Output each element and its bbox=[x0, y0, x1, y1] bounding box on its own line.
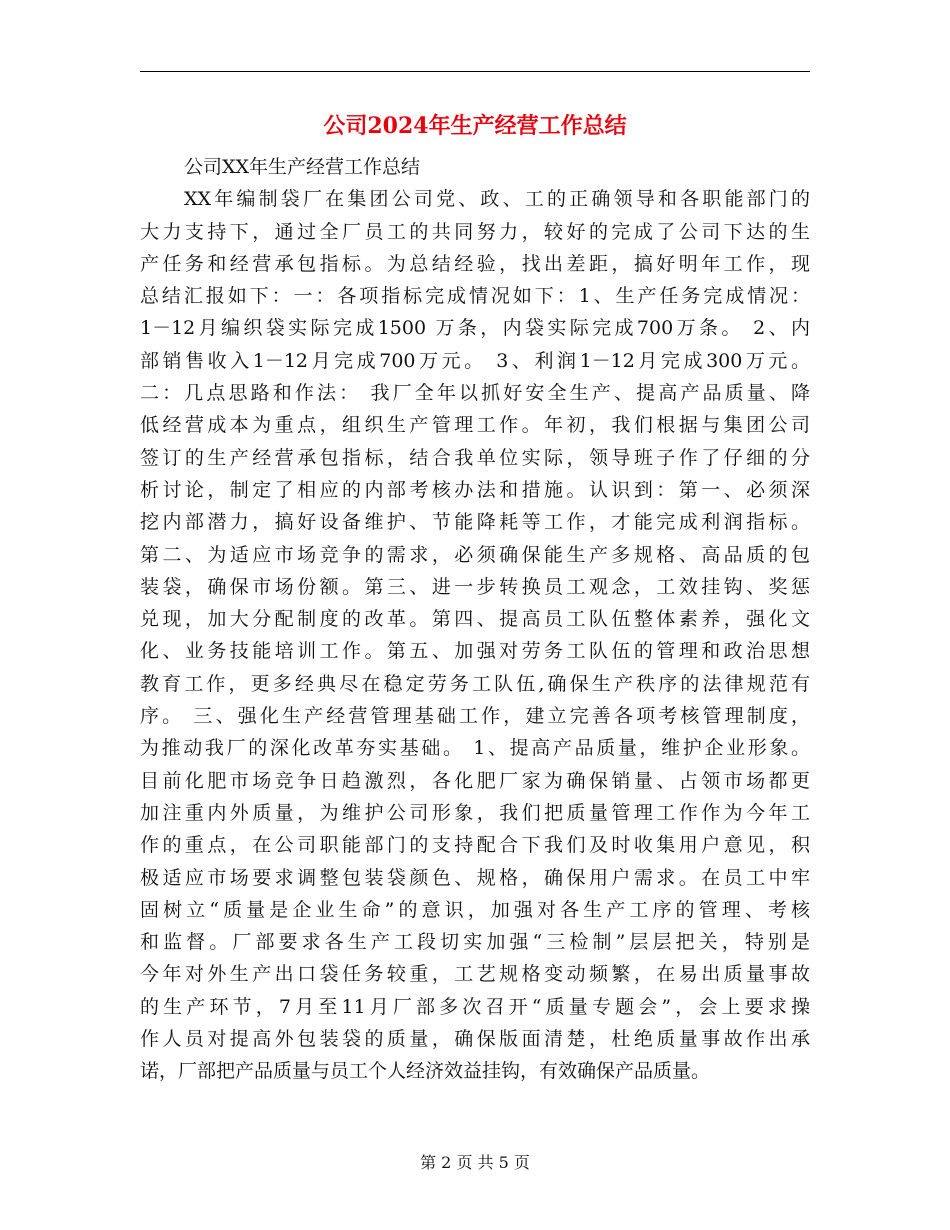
document-body bbox=[140, 151, 810, 1088]
paragraph-line: 今年对外生产出口袋任务较重，工艺规格变动频繁，在易出质量事故 bbox=[140, 963, 810, 986]
paragraph-line: 产任务和经营承包指标。为总结经验，找出差距，搞好明年工作，现 bbox=[140, 252, 810, 275]
paragraph-line: 低经营成本为重点，组织生产管理工作。年初，我们根据与集团公司 bbox=[140, 414, 810, 437]
paragraph-line: 作人员对提高外包装袋的质量，确保版面清楚，杜绝质量事故作出承 bbox=[140, 1028, 810, 1051]
paragraph-line: 序。 三、强化生产经营管理基础工作，建立完善各项考核管理制度， bbox=[140, 705, 810, 728]
paragraph-line: 极适应市场要求调整包装袋颜色、规格，确保用户需求。在员工中牢 bbox=[140, 866, 810, 889]
paragraph-line: 总结汇报如下：一：各项指标完成情况如下：1、生产任务完成情况： bbox=[140, 285, 810, 308]
paragraph-line: 固树立“质量是企业生命”的意识，加强对各生产工序的管理、考核 bbox=[140, 898, 810, 921]
paragraph-line: 教育工作，更多经典尽在稳定劳务工队伍,确保生产秩序的法律规范有 bbox=[140, 672, 810, 695]
paragraph-line: 目前化肥市场竞争日趋激烈，各化肥厂家为确保销量、占领市场都更 bbox=[140, 769, 810, 792]
paragraph-line: 和监督。厂部要求各生产工段切实加强“三检制”层层把关，特别是 bbox=[140, 931, 810, 954]
page-number-footer: 第 2 页 共 5 页 bbox=[420, 1153, 530, 1172]
header-rule bbox=[140, 71, 810, 72]
paragraph-line: 加注重内外质量，为维护公司形象，我们把质量管理工作作为今年工 bbox=[140, 801, 810, 824]
paragraph-line: 作的重点，在公司职能部门的支持配合下我们及时收集用户意见，积 bbox=[140, 834, 810, 857]
paragraph-line: 部销售收入1－12月完成700万元。 3、利润1－12月完成300万元。 bbox=[140, 349, 810, 372]
paragraph-line: 二：几点思路和作法： 我厂全年以抓好安全生产、提高产品质量、降 bbox=[140, 382, 810, 405]
paragraph-line: 1－12月编织袋实际完成1500 万条，内袋实际完成700万条。 2、内 bbox=[140, 317, 810, 340]
paragraph-line: 兑现，加大分配制度的改革。第四、提高员工队伍整体素养，强化文 bbox=[140, 608, 810, 631]
document-title: 公司2024年生产经营工作总结 bbox=[323, 113, 627, 139]
paragraph-line: 诺，厂部把产品质量与员工个人经济效益挂钩，有效确保产品质量。 bbox=[140, 1060, 711, 1083]
paragraph-line: XX年编制袋厂在集团公司党、政、工的正确领导和各职能部门的 bbox=[184, 188, 810, 211]
paragraph-line: 析讨论，制定了相应的内部考核办法和措施。认识到：第一、必须深 bbox=[140, 478, 810, 501]
paragraph-line: 大力支持下，通过全厂员工的共同努力，较好的完成了公司下达的生 bbox=[140, 220, 810, 243]
paragraph-line: 装袋，确保市场份额。第三、进一步转换员工观念，工效挂钩、奖惩 bbox=[140, 575, 810, 598]
paragraph-line: 挖内部潜力，搞好设备维护、节能降耗等工作，才能完成利润指标。 bbox=[140, 511, 810, 534]
paragraph-line: 化、业务技能培训工作。第五、加强对劳务工队伍的管理和政治思想 bbox=[140, 640, 810, 663]
paragraph-line: 第二、为适应市场竞争的需求，必须确保能生产多规格、高品质的包 bbox=[140, 543, 810, 566]
paragraph-line: 为推动我厂的深化改革夯实基础。 1、提高产品质量，维护企业形象。 bbox=[140, 737, 810, 760]
document-subtitle: 公司XX年生产经营工作总结 bbox=[184, 156, 421, 178]
paragraph-line: 的生产环节，7月至11月厂部多次召开“质量专题会”，会上要求操 bbox=[140, 995, 810, 1018]
paragraph-line: 签订的生产经营承包指标，结合我单位实际，领导班子作了仔细的分 bbox=[140, 446, 810, 469]
